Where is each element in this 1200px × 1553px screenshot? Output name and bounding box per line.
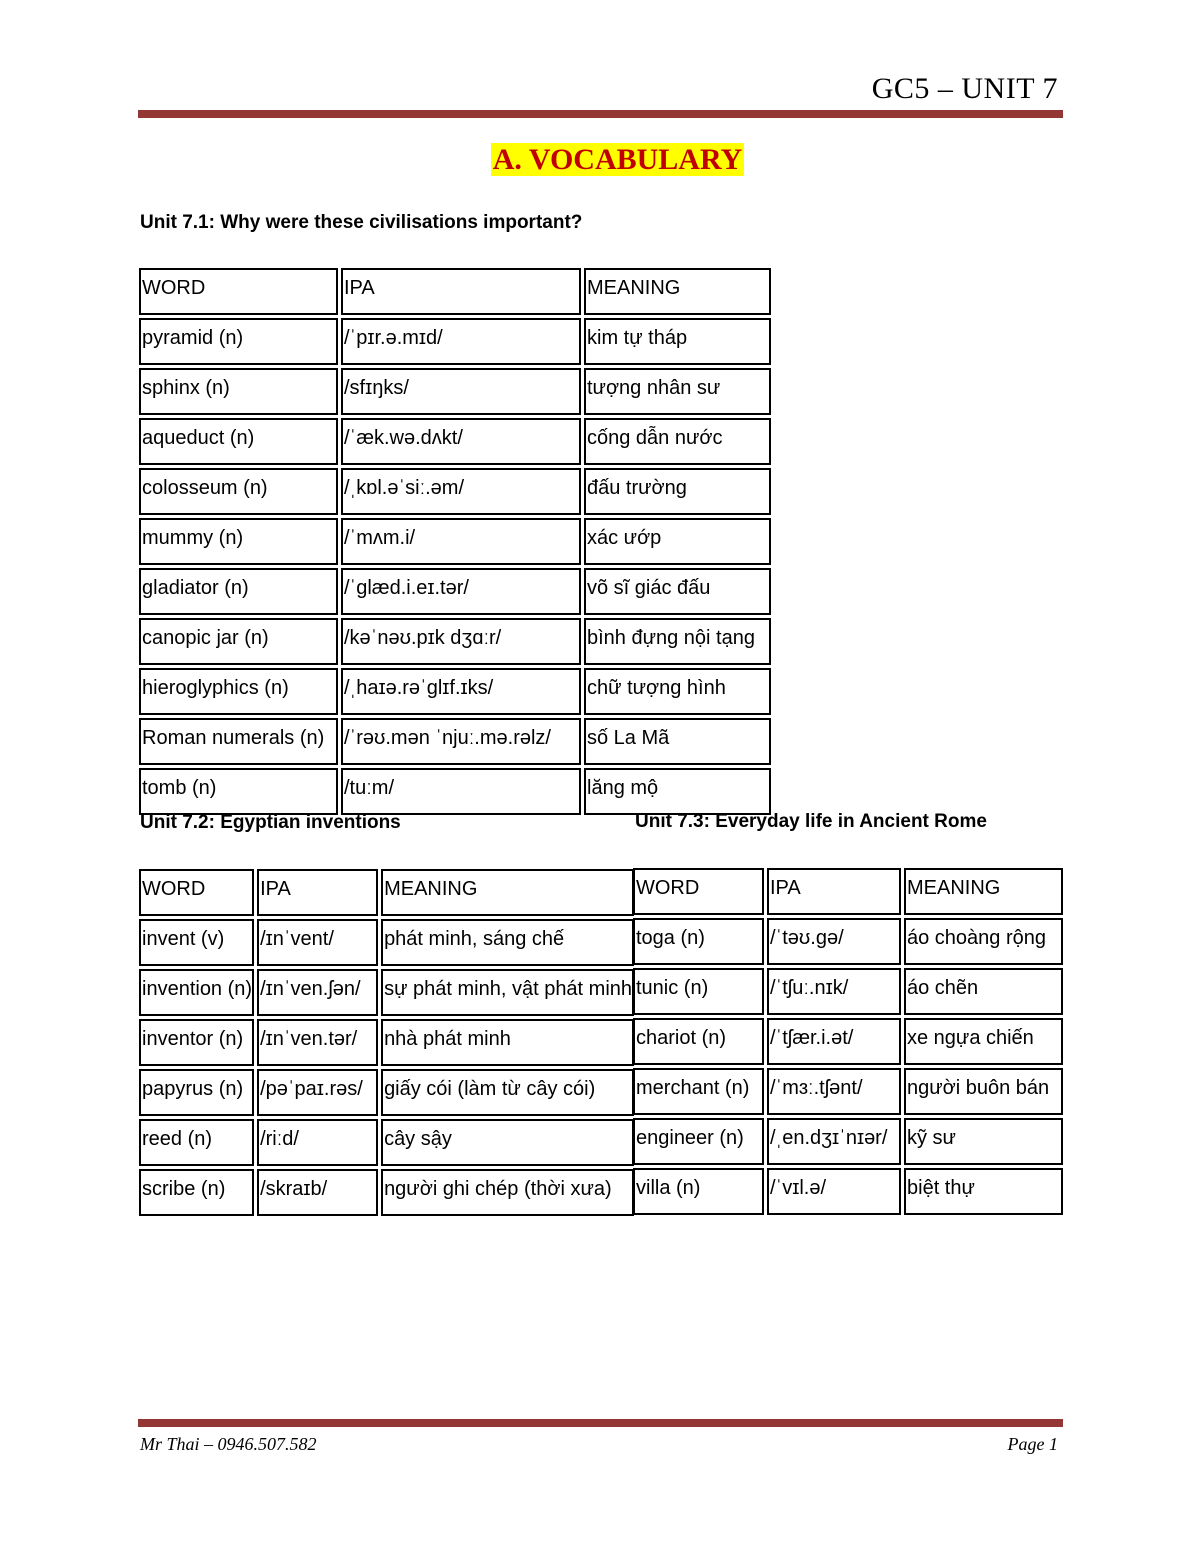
meaning-cell: chữ tượng hình — [584, 668, 771, 715]
ipa-cell: /ˈtəʊ.gə/ — [767, 918, 901, 965]
meaning-cell: xe ngựa chiến — [904, 1018, 1063, 1065]
ipa-cell: /ˈmʌm.i/ — [341, 518, 581, 565]
word-cell: toga (n) — [633, 918, 764, 965]
ipa-cell: /ˌhaɪə.rəˈglɪf.ɪks/ — [341, 668, 581, 715]
word-cell: villa (n) — [633, 1168, 764, 1215]
word-cell: scribe (n) — [139, 1169, 254, 1216]
vocabulary-heading — [0, 143, 1200, 177]
word-cell: invention (n) — [139, 969, 254, 1016]
word-cell: canopic jar (n) — [139, 618, 338, 665]
table-row — [139, 1119, 634, 1166]
meaning-cell: lăng mộ — [584, 768, 771, 815]
meaning-cell: người buôn bán — [904, 1068, 1063, 1115]
meaning-cell: bình đựng nội tạng — [584, 618, 771, 665]
table-row — [633, 1018, 1063, 1065]
meaning-cell: giấy cói (làm từ cây cói) — [381, 1069, 634, 1116]
word-cell: mummy (n) — [139, 518, 338, 565]
footer-rule — [138, 1419, 1063, 1427]
ipa-cell: /ɪnˈven.tər/ — [257, 1019, 378, 1066]
column-header-ipa: IPA — [767, 868, 901, 915]
table-row — [139, 969, 634, 1016]
word-cell: colosseum (n) — [139, 468, 338, 515]
word-cell: sphinx (n) — [139, 368, 338, 415]
ipa-cell: /ˈtʃuː.nɪk/ — [767, 968, 901, 1015]
ipa-cell: /skraɪb/ — [257, 1169, 378, 1216]
word-cell: Roman numerals (n) — [139, 718, 338, 765]
ipa-cell: /ˈæk.wə.dʌkt/ — [341, 418, 581, 465]
section-title-7-3: Unit 7.3: Everyday life in Ancient Rome — [635, 811, 987, 832]
ipa-cell: /ˈvɪl.ə/ — [767, 1168, 901, 1215]
meaning-cell: cây sậy — [381, 1119, 634, 1166]
section-title-7-1: Unit 7.1: Why were these civilisations important? — [140, 212, 583, 233]
table-row — [139, 768, 771, 815]
vocabulary-heading-text: A. VOCABULARY — [492, 143, 743, 176]
ipa-cell: /ˈtʃær.i.ət/ — [767, 1018, 901, 1065]
table-row — [633, 968, 1063, 1015]
ipa-cell: /riːd/ — [257, 1119, 378, 1166]
footer-contact: Mr Thai – 0946.507.582 — [140, 1434, 317, 1454]
meaning-cell: phát minh, sáng chế — [381, 919, 634, 966]
page-number: Page 1 — [1007, 1434, 1058, 1454]
word-cell: gladiator (n) — [139, 568, 338, 615]
table-row — [139, 318, 771, 365]
word-cell: tomb (n) — [139, 768, 338, 815]
ipa-cell: /ɪnˈvent/ — [257, 919, 378, 966]
ipa-cell: /ˈmɜː.tʃənt/ — [767, 1068, 901, 1115]
table-row — [139, 1169, 634, 1216]
table-header-row — [139, 869, 634, 916]
vocab-table-7-1 — [136, 265, 774, 818]
column-header-ipa: IPA — [341, 268, 581, 315]
header-rule — [138, 110, 1063, 118]
column-header-meaning: MEANING — [584, 268, 771, 315]
vocab-table-7-3 — [630, 865, 1066, 1218]
ipa-cell: /sfɪŋks/ — [341, 368, 581, 415]
column-header-word: WORD — [139, 268, 338, 315]
table-row — [139, 718, 771, 765]
table-row — [633, 1118, 1063, 1165]
meaning-cell: cống dẫn nước — [584, 418, 771, 465]
ipa-cell: /ˈglæd.i.eɪ.tər/ — [341, 568, 581, 615]
column-header-word: WORD — [633, 868, 764, 915]
meaning-cell: số La Mã — [584, 718, 771, 765]
table-header-row — [139, 268, 771, 315]
word-cell: pyramid (n) — [139, 318, 338, 365]
table-row — [139, 518, 771, 565]
word-cell: invent (v) — [139, 919, 254, 966]
table-row — [633, 918, 1063, 965]
meaning-cell: sự phát minh, vật phát minh — [381, 969, 634, 1016]
word-cell: engineer (n) — [633, 1118, 764, 1165]
meaning-cell: xác ướp — [584, 518, 771, 565]
meaning-cell: kim tự tháp — [584, 318, 771, 365]
column-header-ipa: IPA — [257, 869, 378, 916]
meaning-cell: áo chẽn — [904, 968, 1063, 1015]
word-cell: hieroglyphics (n) — [139, 668, 338, 715]
word-cell: aqueduct (n) — [139, 418, 338, 465]
meaning-cell: tượng nhân sư — [584, 368, 771, 415]
table-row — [139, 1069, 634, 1116]
table-row — [139, 568, 771, 615]
word-cell: chariot (n) — [633, 1018, 764, 1065]
ipa-cell: /pəˈpaɪ.rəs/ — [257, 1069, 378, 1116]
column-header-meaning: MEANING — [381, 869, 634, 916]
meaning-cell: nhà phát minh — [381, 1019, 634, 1066]
word-cell: inventor (n) — [139, 1019, 254, 1066]
meaning-cell: áo choàng rộng — [904, 918, 1063, 965]
ipa-cell: /ˌen.dʒɪˈnɪər/ — [767, 1118, 901, 1165]
table-row — [139, 1019, 634, 1066]
table-header-row — [633, 868, 1063, 915]
ipa-cell: /kəˈnəʊ.pɪk dʒɑːr/ — [341, 618, 581, 665]
table-row — [139, 618, 771, 665]
word-cell: merchant (n) — [633, 1068, 764, 1115]
table-row — [139, 418, 771, 465]
table-row — [633, 1068, 1063, 1115]
page-header-title: GC5 – UNIT 7 — [871, 72, 1058, 105]
ipa-cell: /ˈpɪr.ə.mɪd/ — [341, 318, 581, 365]
table-row — [139, 668, 771, 715]
column-header-word: WORD — [139, 869, 254, 916]
ipa-cell: /ˌkɒl.əˈsiː.əm/ — [341, 468, 581, 515]
column-header-meaning: MEANING — [904, 868, 1063, 915]
word-cell: reed (n) — [139, 1119, 254, 1166]
vocab-table-7-2 — [136, 866, 637, 1219]
meaning-cell: kỹ sư — [904, 1118, 1063, 1165]
meaning-cell: võ sĩ giác đấu — [584, 568, 771, 615]
table-row — [139, 468, 771, 515]
meaning-cell: biệt thự — [904, 1168, 1063, 1215]
meaning-cell: đấu trường — [584, 468, 771, 515]
word-cell: papyrus (n) — [139, 1069, 254, 1116]
table-row — [139, 919, 634, 966]
section-title-7-2: Unit 7.2: Egyptian inventions — [140, 812, 401, 833]
table-row — [633, 1168, 1063, 1215]
table-row — [139, 368, 771, 415]
word-cell: tunic (n) — [633, 968, 764, 1015]
ipa-cell: /ɪnˈven.ʃən/ — [257, 969, 378, 1016]
meaning-cell: người ghi chép (thời xưa) — [381, 1169, 634, 1216]
ipa-cell: /ˈrəʊ.mən ˈnjuː.mə.rəlz/ — [341, 718, 581, 765]
ipa-cell: /tuːm/ — [341, 768, 581, 815]
